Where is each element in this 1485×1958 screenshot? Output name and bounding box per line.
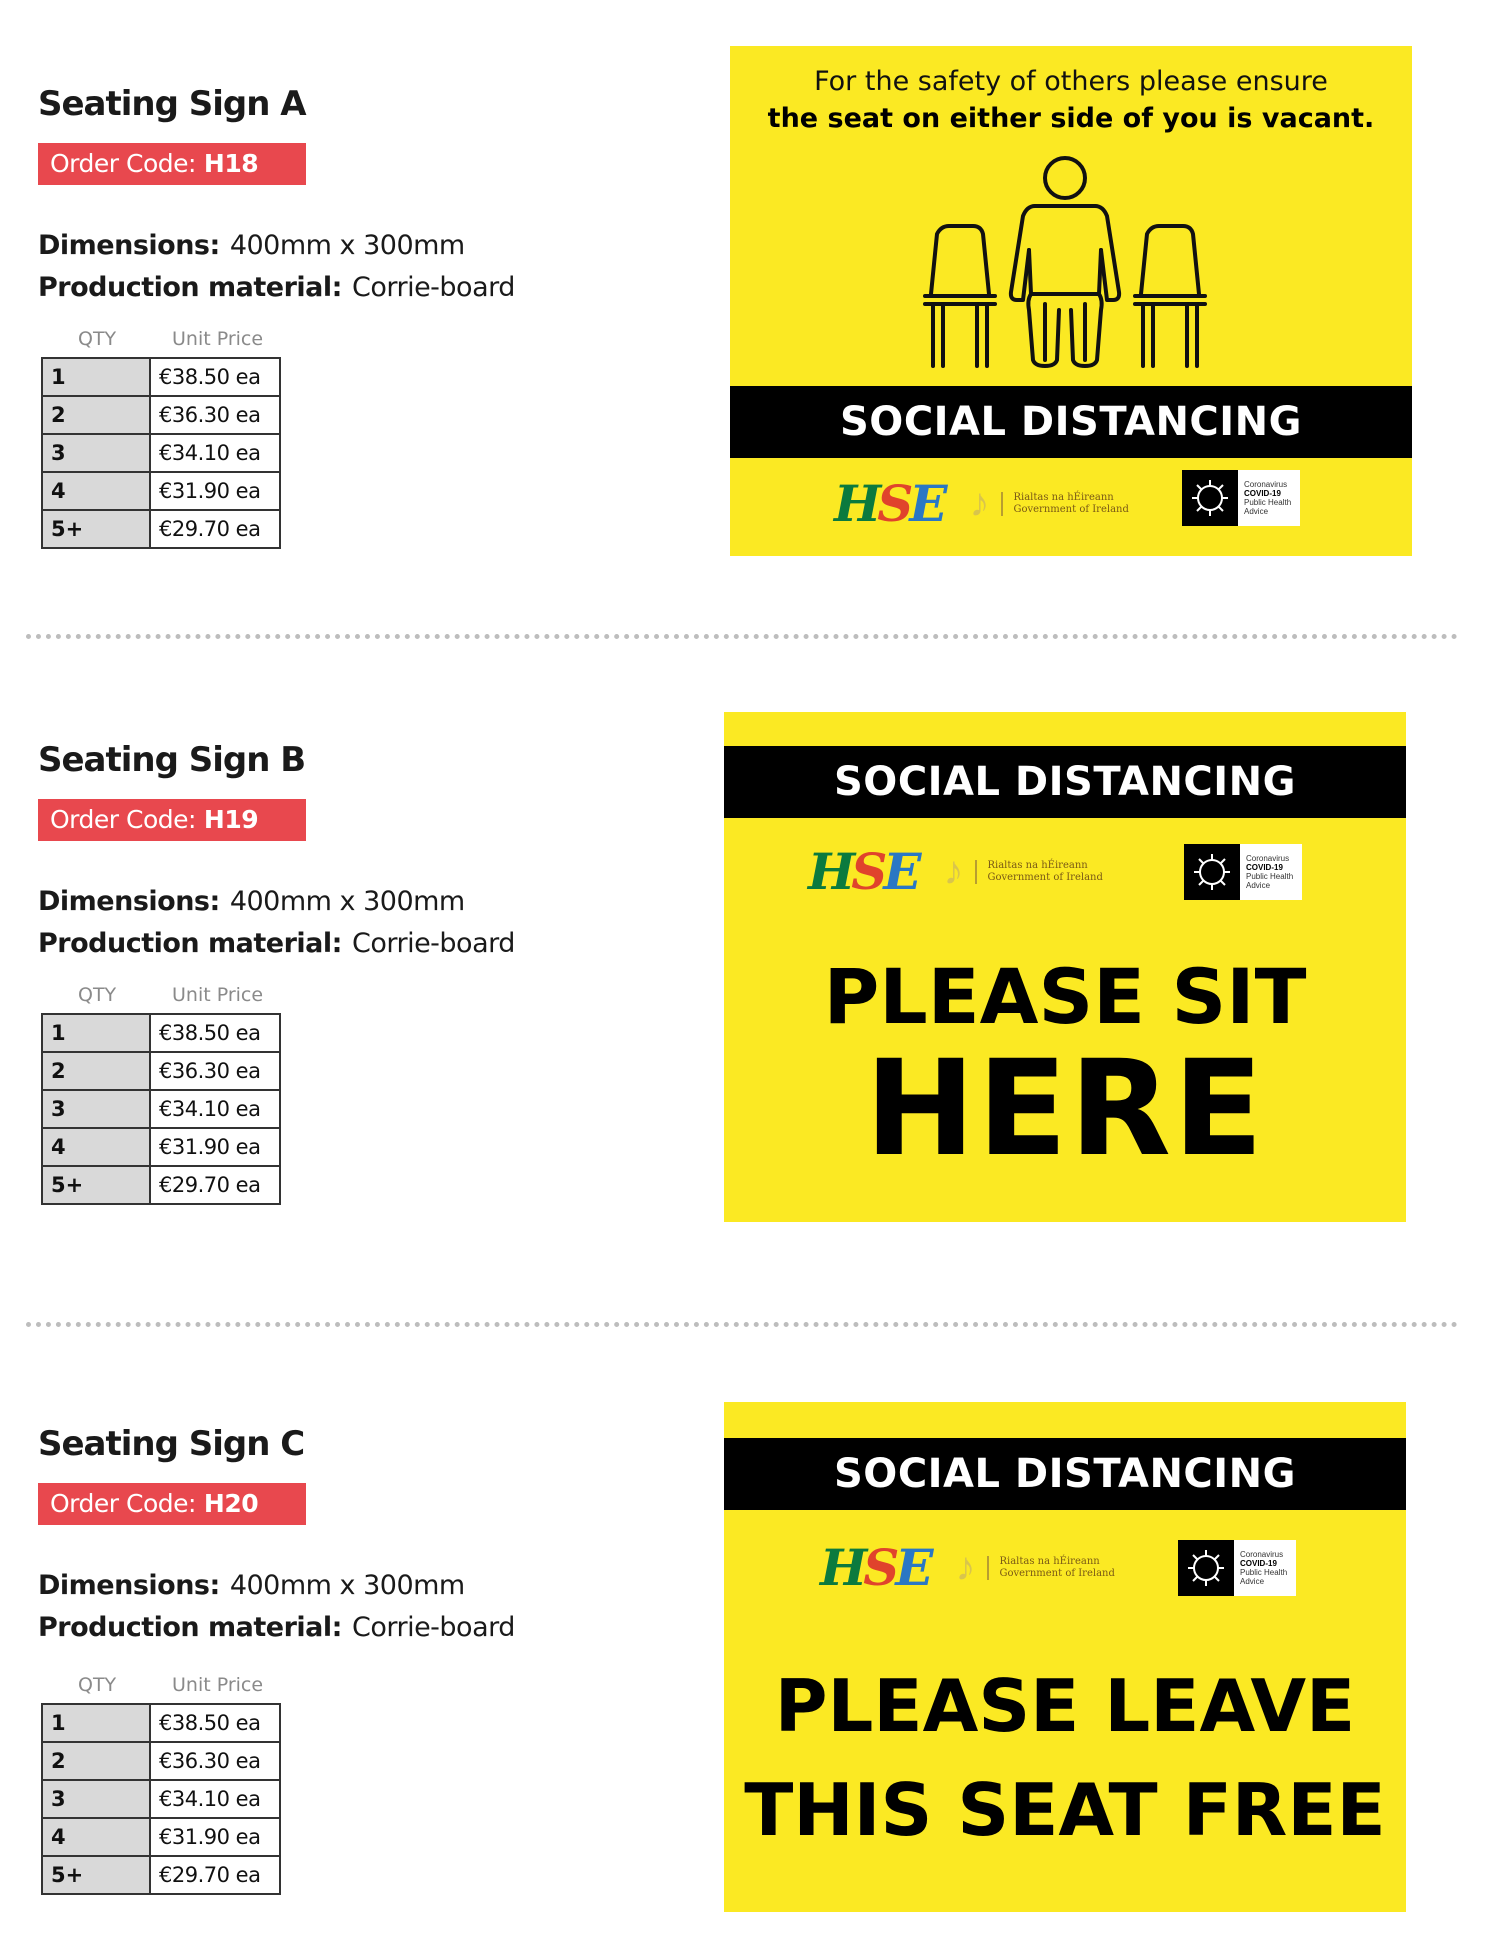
price-cell: €38.50 ea	[150, 1704, 280, 1742]
product-title: Seating Sign A	[38, 84, 306, 124]
qty-cell: 3	[42, 434, 150, 472]
dimensions-label: Dimensions:	[38, 230, 220, 261]
price-cell: €36.30 ea	[150, 396, 280, 434]
sign-band: SOCIAL DISTANCING	[730, 386, 1412, 458]
qty-cell: 5+	[42, 1166, 150, 1204]
price-cell: €34.10 ea	[150, 434, 280, 472]
qty-column-header: QTY	[78, 984, 117, 1006]
product-title: Seating Sign B	[38, 740, 306, 780]
dimensions-value: 400mm x 300mm	[229, 1570, 465, 1601]
sign-instruction-line-2: the seat on either side of you is vacant.	[767, 103, 1375, 134]
harp-icon: ♪	[955, 1545, 976, 1589]
qty-cell: 1	[42, 358, 150, 396]
covid-advice-logo: Coronavirus COVID-19 Public Health Advice	[1184, 844, 1302, 900]
government-logo: Rialtas na hÉireann Government of Ireland	[975, 860, 1102, 884]
sign-band: SOCIAL DISTANCING	[724, 746, 1406, 818]
material-label: Production material:	[38, 1612, 342, 1643]
material-spec	[38, 1612, 515, 1643]
covid-advice-logo: Coronavirus COVID-19 Public Health Advice	[1178, 1540, 1296, 1596]
sign-message-line-2: HERE	[864, 1032, 1266, 1186]
table-row	[42, 1742, 280, 1780]
price-cell: €31.90 ea	[150, 1128, 280, 1166]
qty-cell: 5+	[42, 510, 150, 548]
government-logo: Rialtas na hÉireann Government of Ireland	[1001, 492, 1128, 516]
price-cell: €31.90 ea	[150, 1818, 280, 1856]
price-cell: €31.90 ea	[150, 472, 280, 510]
sign-instruction-line-1: For the safety of others please ensure	[814, 66, 1328, 97]
hse-logo: HSE	[820, 1538, 930, 1597]
material-value: Corrie-board	[351, 928, 515, 959]
order-code-label: Order Code:	[50, 149, 196, 178]
dimensions-value: 400mm x 300mm	[229, 230, 465, 261]
qty-column-header: QTY	[78, 328, 117, 350]
material-value: Corrie-board	[351, 272, 515, 303]
dimensions-value: 400mm x 300mm	[229, 886, 465, 917]
qty-cell: 2	[42, 1052, 150, 1090]
price-cell: €36.30 ea	[150, 1742, 280, 1780]
qty-cell: 2	[42, 1742, 150, 1780]
harp-icon: ♪	[969, 481, 990, 525]
order-code-badge	[38, 1483, 306, 1525]
qty-cell: 4	[42, 1128, 150, 1166]
table-row	[42, 1780, 280, 1818]
product-title: Seating Sign C	[38, 1424, 305, 1464]
sign-message-line-1: PLEASE LEAVE	[774, 1664, 1356, 1748]
table-row	[42, 1704, 280, 1742]
price-column-header: Unit Price	[172, 1674, 264, 1696]
sign-logos	[820, 1538, 1115, 1597]
sign-message-line-1: PLEASE SIT	[823, 952, 1307, 1041]
table-row	[42, 1818, 280, 1856]
order-code-value: H18	[203, 149, 259, 178]
order-code-label: Order Code:	[50, 805, 196, 834]
qty-cell: 1	[42, 1704, 150, 1742]
price-cell: €38.50 ea	[150, 1014, 280, 1052]
dimensions-label: Dimensions:	[38, 1570, 220, 1601]
hse-logo: HSE	[834, 474, 944, 533]
price-column-header: Unit Price	[172, 984, 264, 1006]
price-column-header: Unit Price	[172, 328, 264, 350]
price-cell: €36.30 ea	[150, 1052, 280, 1090]
qty-cell: 3	[42, 1780, 150, 1818]
dimensions-label: Dimensions:	[38, 886, 220, 917]
material-value: Corrie-board	[351, 1612, 515, 1643]
price-table	[41, 1703, 281, 1895]
virus-icon	[1178, 1540, 1234, 1596]
qty-cell: 3	[42, 1090, 150, 1128]
material-label: Production material:	[38, 928, 342, 959]
qty-cell: 2	[42, 396, 150, 434]
table-row	[42, 1856, 280, 1894]
price-cell: €34.10 ea	[150, 1090, 280, 1128]
price-cell: €29.70 ea	[150, 1856, 280, 1894]
harp-icon: ♪	[943, 849, 964, 893]
qty-cell: 5+	[42, 1856, 150, 1894]
government-logo: Rialtas na hÉireann Government of Ireland	[987, 1556, 1114, 1580]
price-cell: €29.70 ea	[150, 510, 280, 548]
order-code-value: H19	[203, 805, 259, 834]
qty-cell: 1	[42, 1014, 150, 1052]
qty-column-header: QTY	[78, 1674, 117, 1696]
dimensions-spec	[38, 1570, 465, 1601]
hse-logo: HSE	[808, 842, 918, 901]
sign-preview-c	[724, 1402, 1406, 1912]
price-cell: €34.10 ea	[150, 1780, 280, 1818]
price-cell: €38.50 ea	[150, 358, 280, 396]
qty-cell: 4	[42, 472, 150, 510]
order-code-value: H20	[203, 1489, 259, 1518]
sign-message-line-2: THIS SEAT FREE	[744, 1768, 1386, 1852]
sign-band: SOCIAL DISTANCING	[724, 1438, 1406, 1510]
price-cell: €29.70 ea	[150, 1166, 280, 1204]
material-label: Production material:	[38, 272, 342, 303]
order-code-label: Order Code:	[50, 1489, 196, 1518]
qty-cell: 4	[42, 1818, 150, 1856]
covid-advice-logo: Coronavirus COVID-19 Public Health Advice	[1182, 470, 1300, 526]
